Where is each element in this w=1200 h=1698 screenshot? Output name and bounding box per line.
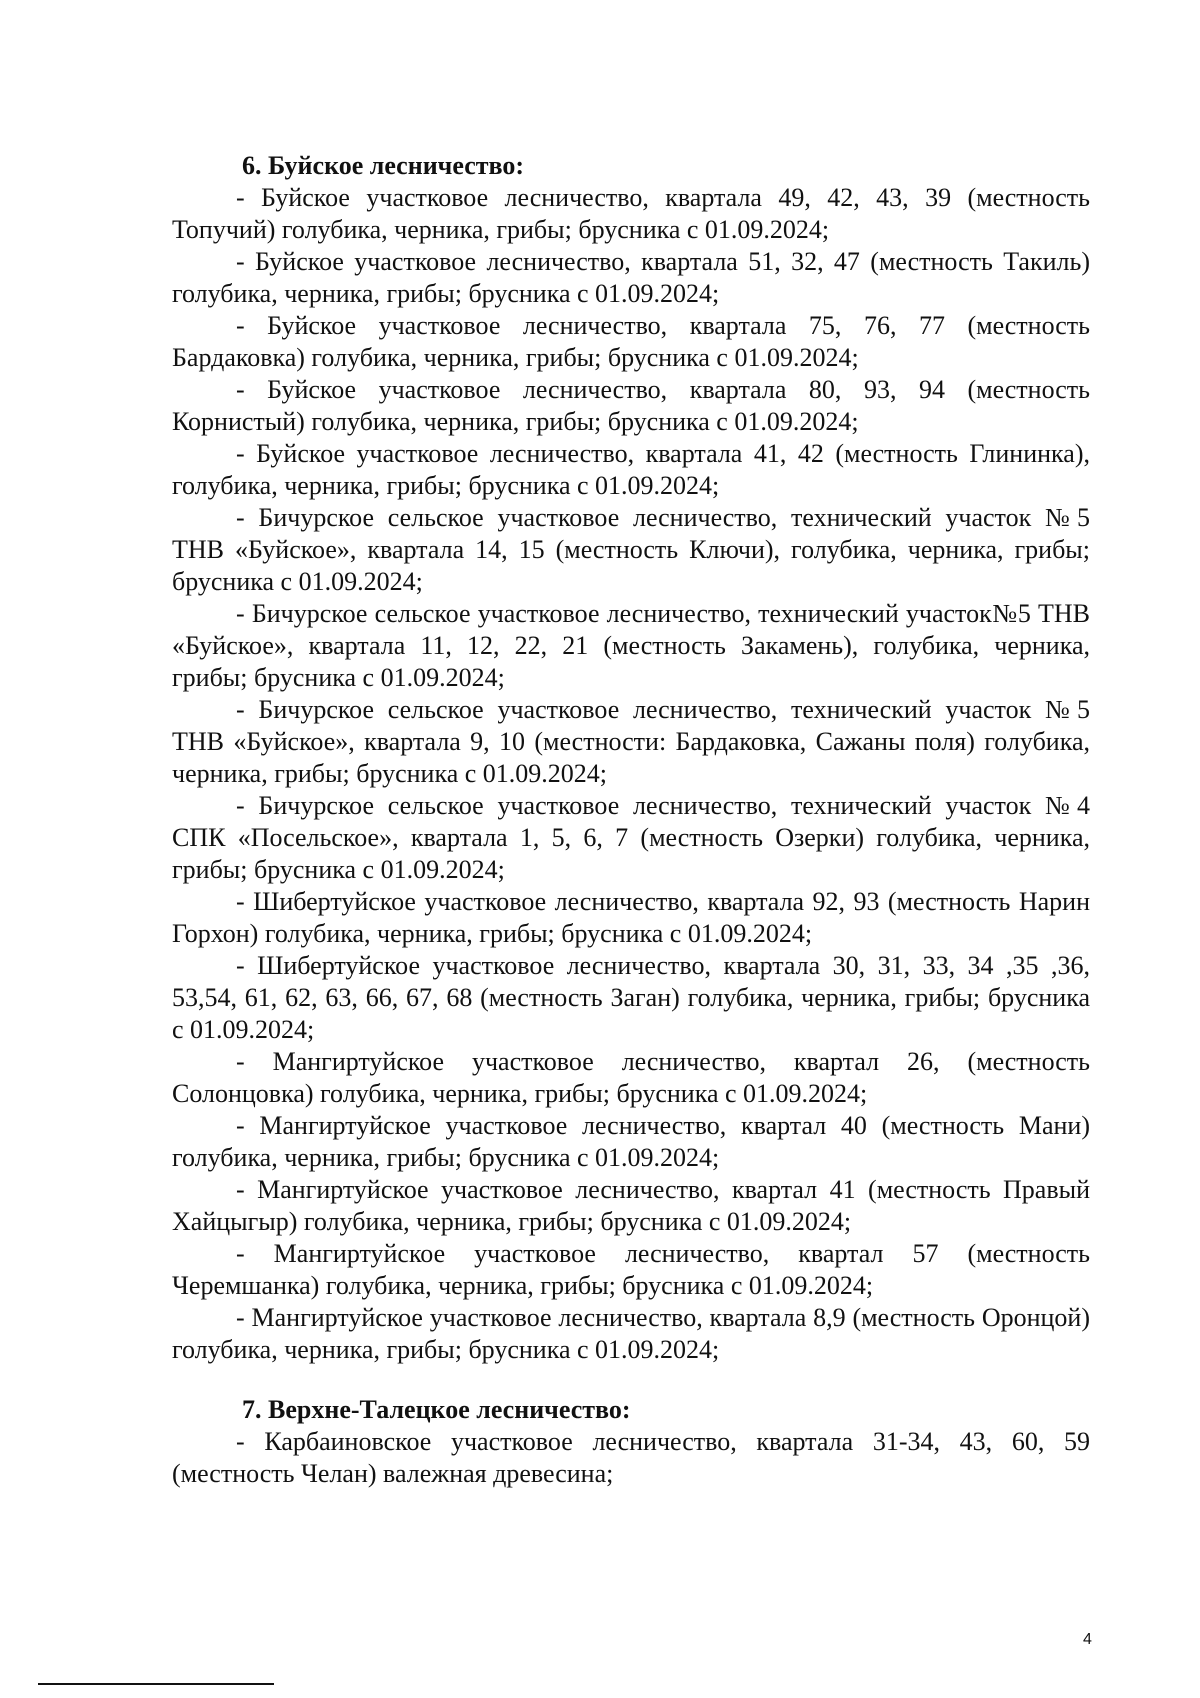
list-item: - Буйское участковое лесничество, квартала 51, 32, 47 (местность Такиль) голубика, черника, грибы; брусника с 01.09.2024; [172,247,1090,308]
list-item: - Бичурское сельское участковое лесничество, технический участок №5 ТНВ «Буйское», квартала 9, 10 (местности: Бардаковка, Сажаны поля) голубика, черника, грибы; брусника с 01.09.2024; [172,695,1090,788]
section-heading-7: 7. Верхне-Талецкое лесничество: [242,1395,631,1424]
list-item: - Бичурское сельское участковое лесничество, технический участок №4 СПК «Посельское», квартала 1, 5, 6, 7 (местность Озерки) голубика, черника, грибы; брусника с 01.09.2024; [172,791,1090,884]
list-item: - Бичурское сельское участковое лесничество, технический участок№5 ТНВ «Буйское», квартала 11, 12, 22, 21 (местность Закамень), голубика, черника, грибы; брусника с 01.09.2024; [172,599,1090,692]
page-number: 4 [1083,1631,1092,1648]
list-item: - Мангиртуйское участковое лесничество, квартал 57 (местность Черемшанка) голубика, черника, грибы; брусника с 01.09.2024; [172,1239,1090,1300]
document-body [172,150,1090,1490]
section-heading-6: 6. Буйское лесничество: [242,151,525,180]
list-item: - Буйское участковое лесничество, квартала 75, 76, 77 (местность Бардаковка) голубика, черника, грибы; брусника с 01.09.2024; [172,311,1090,372]
list-item: - Буйское участковое лесничество, квартала 80, 93, 94 (местность Корнистый) голубика, черника, грибы; брусника с 01.09.2024; [172,375,1090,436]
footnote-divider [38,1683,274,1685]
list-item: - Мангиртуйское участковое лесничество, квартал 41 (местность Правый Хайцыгыр) голубика, черника, грибы; брусника с 01.09.2024; [172,1175,1090,1236]
section-spacer [172,1366,1090,1394]
list-item: - Мангиртуйское участковое лесничество, квартал 40 (местность Мани) голубика, черника, грибы; брусника с 01.09.2024; [172,1111,1090,1172]
list-item: - Карбаиновское участковое лесничество, квартала 31-34, 43, 60, 59 (местность Челан) валежная древесина; [172,1427,1090,1488]
list-item: - Буйское участковое лесничество, квартала 49, 42, 43, 39 (местность Топучий) голубика, черника, грибы; брусника с 01.09.2024; [172,183,1090,244]
list-item: - Мангиртуйское участковое лесничество, квартала 8,9 (местность Оронцой) голубика, черника, грибы; брусника с 01.09.2024; [172,1303,1090,1364]
list-item: - Шибертуйское участковое лесничество, квартала 92, 93 (местность Нарин Горхон) голубика, черника, грибы; брусника с 01.09.2024; [172,887,1090,948]
list-item: - Мангиртуйское участковое лесничество, квартал 26, (местность Солонцовка) голубика, черника, грибы; брусника с 01.09.2024; [172,1047,1090,1108]
list-item: - Бичурское сельское участковое лесничество, технический участок №5 ТНВ «Буйское», квартала 14, 15 (местность Ключи), голубика, черника, грибы; брусника с 01.09.2024; [172,503,1090,596]
list-item: - Шибертуйское участковое лесничество, квартала 30, 31, 33, 34 ,35 ,36, 53,54, 61, 62, 63, 66, 67, 68 (местность Заган) голубика, черника, грибы; брусника с 01.09.2024; [172,951,1090,1044]
list-item: - Буйское участковое лесничество, квартала 41, 42 (местность Глининка), голубика, черника, грибы; брусника с 01.09.2024; [172,439,1090,500]
